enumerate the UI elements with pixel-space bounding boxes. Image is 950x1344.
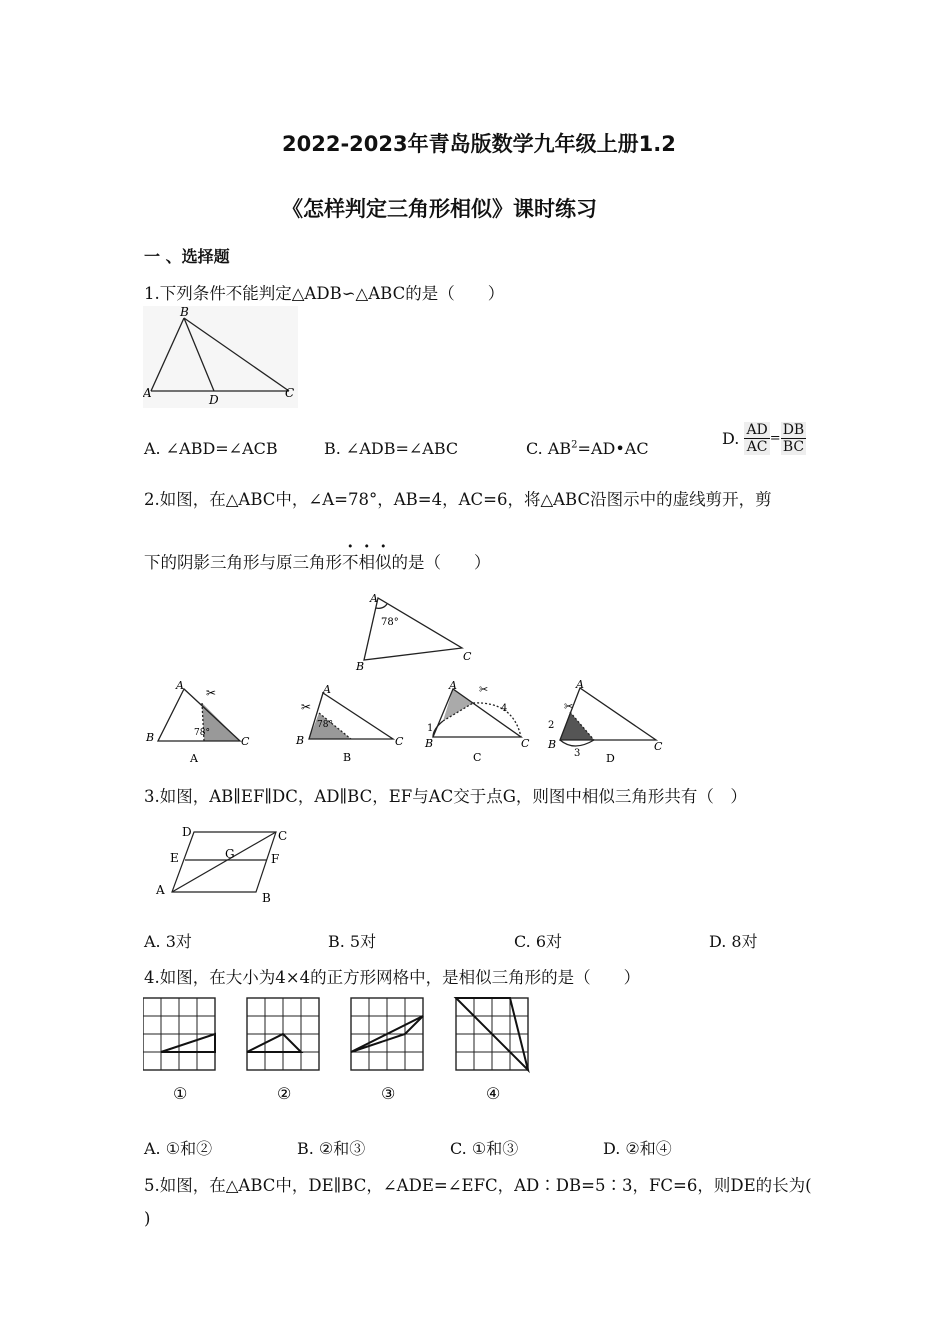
q2c-label-b: B bbox=[425, 737, 434, 750]
q1-option-d-eq: = bbox=[769, 431, 781, 446]
q3-option-c[interactable]: C. 6对 bbox=[514, 932, 563, 951]
q2d-num-2: 2 bbox=[548, 720, 555, 731]
q3-label-a: A bbox=[156, 883, 165, 897]
page-title: 2022-2023年青岛版数学九年级上册1.2 bbox=[282, 132, 676, 156]
q2b-label-b: B bbox=[296, 734, 305, 747]
q1-option-d-frac1: $\frac{AD}{AC}$ bbox=[746, 422, 768, 455]
q4-grid-1 bbox=[143, 998, 215, 1070]
q3-stem: 3.如图，AB∥EF∥DC，AD∥BC，EF与AC交于点G，则图中相似三角形共有（ ） bbox=[144, 787, 747, 806]
q1-label-d: D bbox=[209, 393, 219, 407]
q2-stem-post: 的是（ ） bbox=[391, 553, 491, 572]
q2b-angle: 78° bbox=[317, 720, 333, 730]
q4-option-a[interactable]: A. ①和② bbox=[144, 1139, 213, 1158]
q1-label-c: C bbox=[285, 386, 295, 400]
q2b-scissors-icon: ✂ bbox=[301, 700, 312, 714]
q2c-label-a: A bbox=[449, 679, 457, 692]
q2a-label-a: A bbox=[176, 679, 184, 692]
q4-grid-2 bbox=[247, 998, 319, 1070]
q4-grid-4 bbox=[456, 998, 528, 1070]
q4-option-d[interactable]: D. ②和④ bbox=[603, 1139, 672, 1158]
q2c-num-4: 4 bbox=[501, 703, 508, 714]
q2-stem-pre: 下的阴影三角形与原三角形 bbox=[144, 553, 342, 572]
q1-option-d-frac2: $\frac{DB}{BC}$ bbox=[782, 422, 805, 455]
q3-label-b: B bbox=[262, 891, 271, 904]
q4-option-c[interactable]: C. ①和③ bbox=[450, 1139, 519, 1158]
q2c-label-c: C bbox=[521, 737, 530, 750]
q4-grid-3 bbox=[351, 998, 423, 1070]
q2-stem-line1: 2.如图，在△ABC中，∠A=78°，AB=4，AC=6，将△ABC沿图示中的虚线剪开，剪 bbox=[144, 490, 772, 509]
q1-label-a: A bbox=[143, 386, 152, 400]
q4-option-b[interactable]: B. ②和③ bbox=[297, 1139, 366, 1158]
q2a-scissors-icon: ✂ bbox=[206, 686, 217, 700]
q5-stem-line2: ) bbox=[144, 1209, 151, 1228]
q4-label-1: ① bbox=[173, 1084, 188, 1103]
q4-stem: 4.如图，在大小为4×4的正方形网格中，是相似三角形的是（ ） bbox=[144, 968, 641, 987]
page-subtitle: 《怎样判定三角形相似》课时练习 bbox=[282, 197, 597, 221]
q1-label-b: B bbox=[180, 306, 189, 319]
q2-main-label-c: C bbox=[463, 650, 472, 663]
q2d-label-b: B bbox=[548, 738, 557, 751]
q2b-caption: B bbox=[343, 751, 352, 764]
q3-option-a[interactable]: A. 3对 bbox=[144, 932, 192, 951]
q2c-caption: C bbox=[473, 751, 482, 764]
q2c-num-1: 1 bbox=[427, 723, 434, 734]
q2-main-label-b: B bbox=[356, 660, 365, 670]
q4-label-3: ③ bbox=[381, 1084, 396, 1103]
q1-stem: 1.下列条件不能判定△ADB∽△ABC的是（ ） bbox=[144, 284, 505, 303]
q2d-scissors-icon: ✂ bbox=[564, 700, 574, 713]
q3-option-b[interactable]: B. 5对 bbox=[328, 932, 377, 951]
q2-main-triangle bbox=[350, 590, 480, 670]
q1-option-b[interactable]: B. ∠ADB=∠ABC bbox=[324, 439, 459, 458]
q2b-label-a: A bbox=[323, 683, 331, 696]
q3-figure bbox=[150, 822, 300, 904]
q1-option-c-post: =AD•AC bbox=[577, 439, 649, 458]
q2-figure-c bbox=[423, 673, 533, 767]
q1-option-a[interactable]: A. ∠ABD=∠ACB bbox=[144, 439, 278, 458]
q2d-num-3: 3 bbox=[574, 748, 581, 759]
q2a-label-c: C bbox=[241, 735, 250, 748]
q2a-caption: A bbox=[190, 752, 198, 765]
q2-emph-1: 不 bbox=[342, 553, 359, 572]
q2-figure-b bbox=[293, 673, 413, 767]
q2-main-label-a: A bbox=[370, 592, 378, 605]
q4-label-2: ② bbox=[277, 1084, 292, 1103]
q5-stem-line1: 5.如图，在△ABC中，DE∥BC，∠ADE=∠EFC，AD∶DB=5∶3，FC=6，则DE的长为( bbox=[144, 1176, 812, 1195]
q3-option-d[interactable]: D. 8对 bbox=[709, 932, 758, 951]
q2d-caption: D bbox=[606, 752, 615, 765]
q3-label-e: E bbox=[170, 851, 179, 865]
q3-label-c: C bbox=[278, 829, 288, 843]
q2-figure-a bbox=[142, 675, 257, 767]
q2d-label-a: A bbox=[576, 680, 584, 691]
q2-main-angle: 78° bbox=[381, 617, 399, 628]
q2-stem-line2 bbox=[144, 549, 491, 573]
q1-option-d-label: D. bbox=[722, 429, 740, 448]
q2-figure-d bbox=[544, 680, 669, 767]
q1-option-c-sup: 2 bbox=[571, 439, 578, 451]
q1-option-c[interactable] bbox=[526, 439, 649, 458]
section-heading: 一 、选择题 bbox=[144, 247, 230, 266]
q2a-angle: 78° bbox=[194, 728, 210, 738]
q3-label-f: F bbox=[271, 852, 280, 866]
q3-label-g: G bbox=[225, 847, 235, 861]
q1-option-c-pre: C. AB bbox=[526, 439, 572, 458]
q2b-label-c: C bbox=[395, 735, 404, 748]
q2d-label-c: C bbox=[654, 740, 663, 753]
q2a-label-b: B bbox=[146, 731, 155, 744]
q4-figures bbox=[143, 996, 543, 1106]
q1-option-d[interactable] bbox=[722, 422, 806, 455]
q2-emph-2: 相 bbox=[358, 553, 375, 572]
q1-figure bbox=[143, 306, 298, 408]
q3-label-d: D bbox=[182, 825, 192, 839]
q2c-scissors-icon: ✂ bbox=[479, 683, 489, 696]
q2-emph-3: 似 bbox=[375, 553, 392, 572]
q4-label-4: ④ bbox=[486, 1084, 501, 1103]
